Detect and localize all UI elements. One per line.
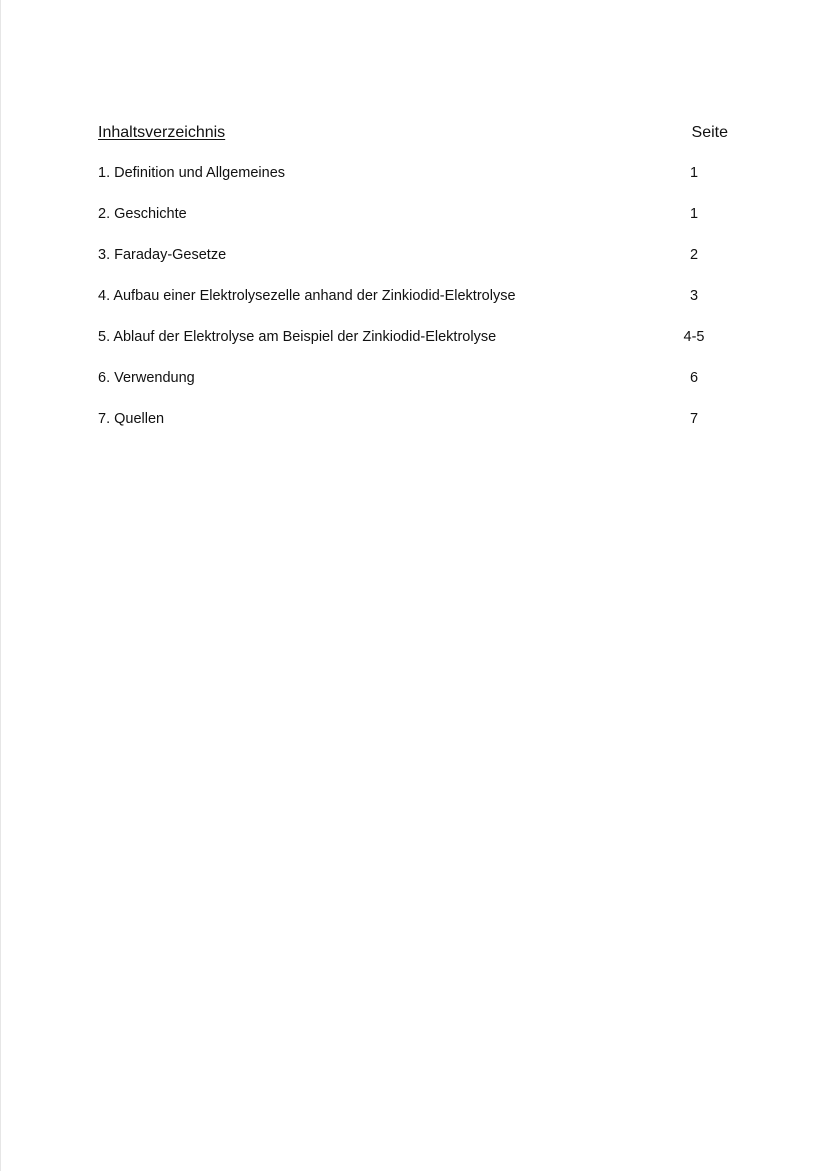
toc-title: Inhaltsverzeichnis	[98, 124, 226, 141]
toc-entry-page: 1	[689, 206, 699, 222]
toc-entry-page: 7	[689, 411, 699, 427]
toc-entry-label: 7. Quellen	[98, 411, 165, 427]
toc-entry	[98, 206, 730, 247]
toc-entry	[98, 288, 730, 329]
toc-entry-label: 2. Geschichte	[98, 206, 187, 222]
toc-entry-label: 4. Aufbau einer Elektrolysezelle anhand der Zinkiodid-Elektrolyse	[98, 288, 516, 304]
toc-entry-label: 5. Ablauf der Elektrolyse am Beispiel der Zinkiodid-Elektrolyse	[98, 329, 497, 345]
toc-entry-label: 3. Faraday-Gesetze	[98, 247, 227, 263]
toc-entry-page: 2	[689, 247, 699, 263]
toc-entry-label: 1. Definition und Allgemeines	[98, 165, 286, 181]
toc-entry	[98, 329, 730, 370]
toc-entry-page: 4-5	[683, 329, 705, 345]
toc-entry-label: 6. Verwendung	[98, 370, 195, 386]
toc-page-column-label: Seite	[691, 124, 728, 141]
toc-entry-page: 6	[689, 370, 699, 386]
toc-entry-page: 3	[689, 288, 699, 304]
toc-header	[98, 124, 730, 146]
page-edge	[0, 0, 1, 1171]
toc-entry	[98, 411, 730, 452]
toc-entry	[98, 247, 730, 288]
table-of-contents	[98, 124, 730, 452]
toc-entry-page: 1	[689, 165, 699, 181]
toc-entry	[98, 370, 730, 411]
toc-entry-list	[98, 165, 730, 452]
toc-entry	[98, 165, 730, 206]
